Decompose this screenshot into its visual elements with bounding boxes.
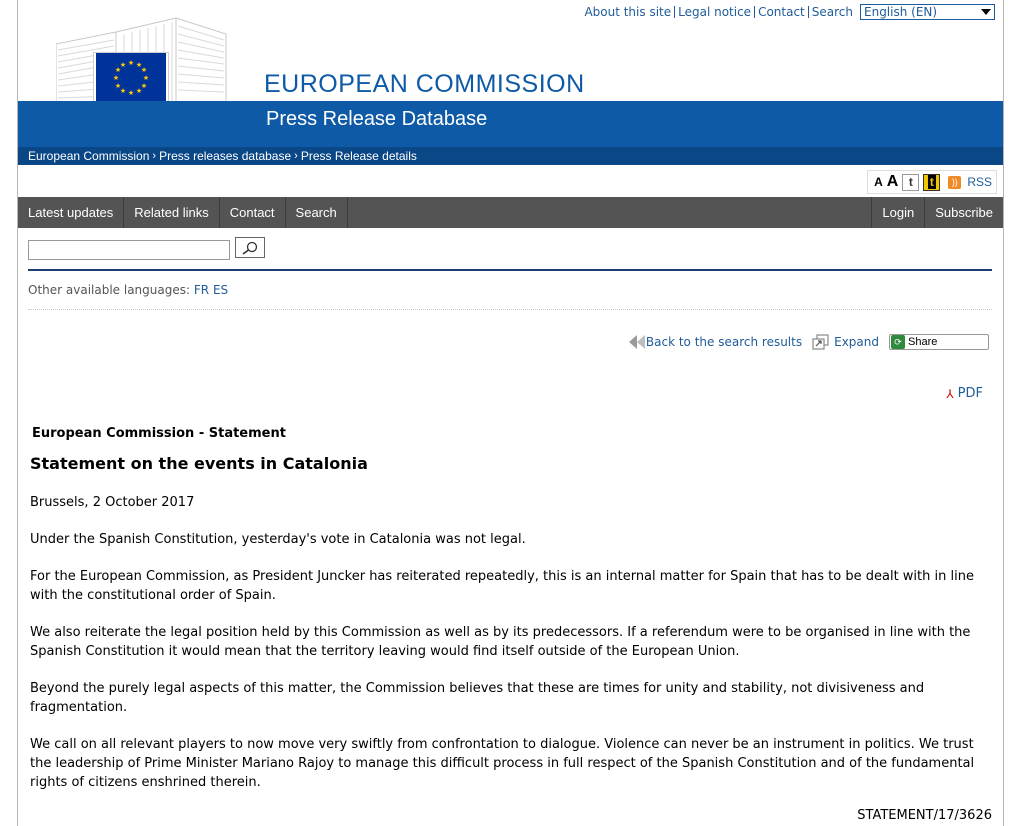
language-link-es[interactable]: ES	[212, 283, 229, 297]
rss-link[interactable]: RSS	[967, 175, 992, 189]
pdf-label: PDF	[957, 386, 983, 401]
language-select[interactable]	[860, 4, 995, 20]
contrast-high-button[interactable]	[923, 174, 940, 191]
nav-subscribe[interactable]: Subscribe	[924, 197, 1003, 228]
font-size-large-button[interactable]: A	[886, 173, 899, 190]
nav-related-links[interactable]: Related links	[124, 197, 219, 228]
svg-text:★: ★	[112, 74, 120, 82]
svg-text:★: ★	[140, 82, 148, 90]
database-title: Press Release Database	[266, 108, 488, 130]
dotted-divider	[28, 309, 992, 310]
nav-search[interactable]: Search	[286, 197, 348, 228]
search-divider	[28, 269, 992, 271]
expand-label: Expand	[834, 335, 879, 349]
svg-text:★: ★	[135, 87, 143, 95]
share-button[interactable]	[889, 334, 989, 350]
nav-login[interactable]: Login	[871, 197, 924, 228]
back-arrows-icon	[628, 334, 646, 350]
article-title: Statement on the events in Catalonia	[30, 454, 368, 473]
rss-icon[interactable]: ))	[948, 176, 961, 189]
nav-right	[871, 197, 1003, 228]
breadcrumb-item-ec[interactable]: European Commission	[28, 149, 150, 163]
share-icon: ⟳	[891, 335, 905, 349]
breadcrumb-item-details: Press Release details	[300, 149, 417, 163]
article-paragraph: Under the Spanish Constitution, yesterday's vote in Catalonia was not legal.	[30, 532, 526, 547]
top-links	[581, 4, 995, 20]
back-to-results-link[interactable]	[628, 334, 802, 350]
article-paragraph: For the European Commission, as President Juncker has reiterated repeatedly, this is an internal matter for Spain that has to be dealt with in line with the constitutional order of Spain.	[30, 569, 974, 603]
search-button[interactable]	[235, 237, 265, 258]
svg-text:★: ★	[114, 66, 122, 74]
svg-text:★: ★	[127, 89, 135, 97]
other-languages-label: Other available languages:	[28, 283, 191, 297]
svg-text:★: ★	[142, 74, 150, 82]
breadcrumb-item-database[interactable]: Press releases database	[159, 149, 292, 163]
svg-text:★: ★	[127, 59, 135, 67]
search-link[interactable]: Search	[808, 6, 856, 18]
expand-link[interactable]	[812, 334, 879, 350]
share-label: Share	[908, 336, 938, 348]
page	[17, 0, 1004, 826]
svg-text:★: ★	[140, 66, 148, 74]
search-input[interactable]	[28, 240, 230, 260]
back-to-results-label: Back to the search results	[645, 335, 803, 349]
contrast-normal-button[interactable]: t	[902, 174, 919, 191]
svg-text:★: ★	[135, 61, 143, 69]
about-site-link[interactable]: About this site	[584, 5, 672, 19]
article-paragraph: We call on all relevant players to now move very swiftly from confrontation to dialogue. Violence can never be an instrument in politics. We trust the leadership of Prime Minister Mariano Rajoy to manage this difficult process in full respect of the Spanish Constitution and of the fundamental rights of citizens enshrined therein.	[30, 737, 975, 790]
pdf-icon: ⅄	[946, 386, 954, 401]
chevron-right-icon: ›	[152, 150, 157, 162]
article	[30, 420, 992, 825]
svg-text:★: ★	[119, 87, 127, 95]
site-title: EUROPEAN COMMISSION	[264, 70, 585, 98]
language-select-value: English (EN)	[864, 5, 938, 19]
article-paragraph: We also reiterate the legal position held by this Commission as well as by its predecessors. If a referendum were to be organised in line with the Spanish Constitution it would mean that the territory leaving would find itself outside of the European Union.	[30, 625, 971, 659]
other-languages	[28, 283, 228, 297]
document-type: European Commission - Statement	[32, 426, 286, 441]
statement-reference: STATEMENT/17/3626	[857, 808, 992, 823]
language-link-fr[interactable]: FR	[193, 283, 210, 297]
font-size-small-button[interactable]: A	[874, 175, 883, 189]
pdf-link[interactable]	[946, 386, 983, 401]
header-band	[18, 101, 1003, 147]
article-actions	[628, 334, 989, 350]
nav-latest-updates[interactable]: Latest updates	[18, 197, 124, 228]
breadcrumb	[18, 147, 1003, 165]
svg-text:★: ★	[114, 82, 122, 90]
legal-notice-link[interactable]: Legal notice	[674, 6, 754, 18]
chevron-down-icon	[981, 9, 991, 15]
article-paragraph: Beyond the purely legal aspects of this matter, the Commission believes that these are times for unity and stability, not divisiveness and fragmentation.	[30, 681, 925, 715]
chevron-right-icon: ›	[294, 150, 298, 162]
svg-text:★: ★	[119, 61, 127, 69]
magnifier-icon	[241, 241, 259, 255]
main-nav	[18, 197, 1003, 228]
contact-link[interactable]: Contact	[754, 6, 808, 18]
page-tools	[867, 170, 997, 194]
expand-icon	[812, 334, 830, 350]
contrast-high-label: t	[929, 175, 934, 189]
eu-flag-icon	[96, 53, 166, 103]
article-date: Brussels, 2 October 2017	[30, 495, 195, 510]
nav-contact[interactable]: Contact	[220, 197, 286, 228]
